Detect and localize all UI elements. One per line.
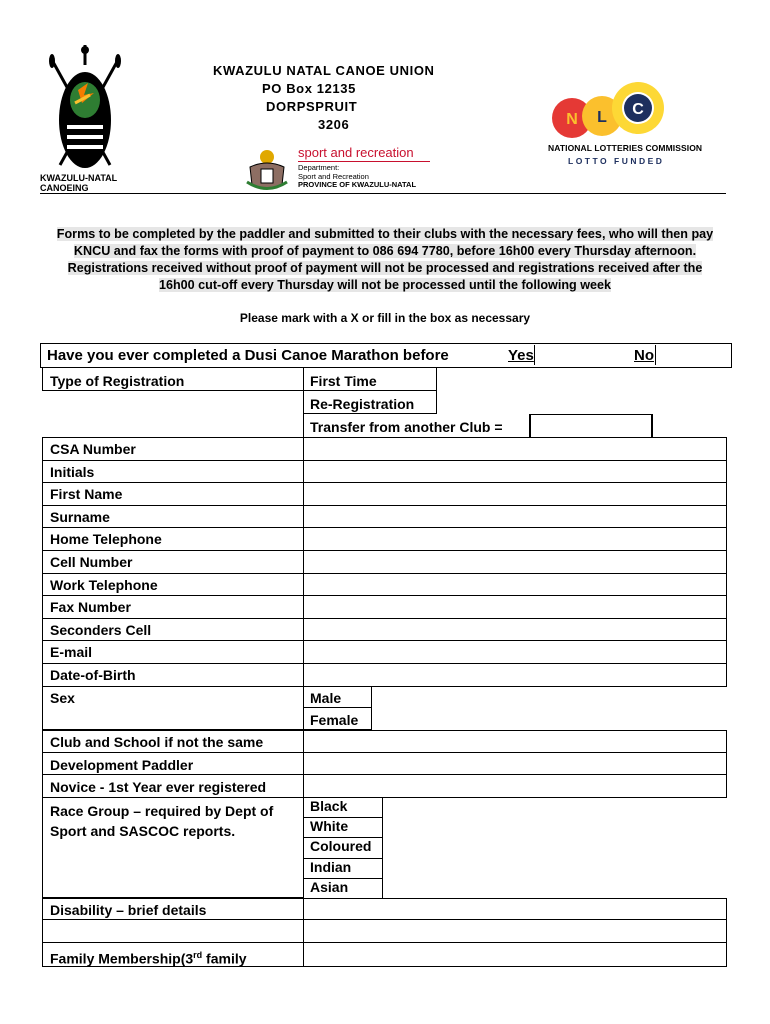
- field-input[interactable]: [303, 460, 727, 483]
- coat-of-arms-icon: [242, 147, 292, 192]
- reg-re-registration[interactable]: Re-Registration: [310, 396, 415, 412]
- field-input[interactable]: [303, 505, 727, 528]
- kzn-logo-caption: KWAZULU-NATAL CANOEING: [40, 173, 118, 193]
- field-label: Surname: [50, 509, 110, 525]
- no-option[interactable]: No: [634, 347, 654, 364]
- field-label: First Name: [50, 486, 123, 502]
- field-label: Home Telephone: [50, 531, 162, 547]
- family-membership-input[interactable]: [303, 943, 727, 967]
- field-label: Initials: [50, 464, 95, 480]
- reg-first-time[interactable]: First Time: [310, 373, 377, 389]
- nlc-logo: [545, 80, 680, 150]
- org-address: [170, 62, 510, 134]
- field-label: Date-of-Birth: [50, 667, 136, 683]
- postal-code: 3206: [318, 117, 350, 132]
- nlc-letter-n: N: [566, 111, 578, 128]
- sport-recreation-department: Department: Sport and Recreation PROVINCE OF KWAZULU-NATAL: [298, 163, 417, 189]
- shield-spears-icon: [40, 45, 130, 175]
- field-input[interactable]: [303, 573, 727, 596]
- sex-male[interactable]: Male: [310, 690, 342, 706]
- field-input[interactable]: [303, 482, 727, 506]
- disability-input[interactable]: [303, 898, 727, 920]
- field-input[interactable]: [303, 640, 727, 664]
- club-school-label: Club and School if not the same: [50, 734, 264, 750]
- development-input[interactable]: [303, 752, 727, 775]
- race-option[interactable]: White: [310, 818, 349, 834]
- nlc-letter-c: C: [632, 101, 644, 118]
- field-input[interactable]: [303, 527, 727, 551]
- field-label: Fax Number: [50, 599, 131, 615]
- nlc-circles-icon: [545, 80, 680, 142]
- city: DORPSPRUIT: [266, 99, 358, 114]
- instruction-line: KNCU and fax the forms with proof of payment to 086 694 7780, before 16h00 every Thursday afternoon.: [73, 244, 697, 258]
- nlc-tagline: LOTTO FUNDED: [568, 156, 665, 166]
- race-option[interactable]: Black: [310, 798, 348, 814]
- yes-option[interactable]: Yes: [508, 347, 534, 364]
- club-school-input[interactable]: [303, 730, 727, 753]
- instruction-line: Forms to be completed by the paddler and submitted to their clubs with the necessary fees, who will then pay: [56, 227, 714, 241]
- sex-female[interactable]: Female: [310, 712, 359, 728]
- family-membership-label: Family Membership(3rd family: [50, 950, 247, 967]
- disability-label: Disability – brief details: [50, 902, 207, 918]
- reg-transfer[interactable]: Transfer from another Club =: [310, 419, 503, 435]
- instruction-line: 16h00 cut-off every Thursday will not be processed until the following week: [158, 278, 612, 292]
- disability-extra-cell: [42, 920, 304, 943]
- type-registration-label: Type of Registration: [50, 373, 185, 389]
- po-box: PO Box 12135: [262, 81, 356, 96]
- field-input[interactable]: [303, 550, 727, 574]
- sa-coat-of-arms-logo: [242, 147, 292, 197]
- field-input[interactable]: [303, 437, 727, 461]
- org-name: KWAZULU NATAL CANOE UNION: [213, 63, 435, 78]
- race-option[interactable]: Indian: [310, 859, 352, 875]
- novice-label: Novice - 1st Year ever registered: [50, 779, 267, 795]
- instruction-line: Registrations received without proof of payment will not be processed and registrations received after the: [67, 261, 703, 275]
- nlc-name: NATIONAL LOTTERIES COMMISSION: [548, 143, 703, 153]
- sex-label: Sex: [50, 690, 75, 706]
- field-label: CSA Number: [50, 441, 136, 457]
- sport-recreation-title: sport and recreation: [298, 145, 414, 160]
- dusi-question: Have you ever completed a Dusi Canoe Marathon before: [47, 347, 449, 364]
- field-input[interactable]: [303, 595, 727, 619]
- field-label: E-mail: [50, 644, 93, 660]
- race-option[interactable]: Coloured: [310, 838, 372, 854]
- sex-cell: [42, 686, 304, 730]
- field-label: Seconders Cell: [50, 622, 152, 638]
- header-divider: [40, 193, 726, 194]
- race-option[interactable]: Asian: [310, 879, 349, 895]
- sport-recreation-rule: [298, 161, 430, 162]
- instructions: [40, 226, 730, 294]
- nlc-letter-l: L: [597, 109, 607, 126]
- race-group-label: Race Group – required by Dept of Sport and SASCOC reports.: [50, 803, 274, 839]
- field-label: Work Telephone: [50, 577, 158, 593]
- field-input[interactable]: [303, 618, 727, 641]
- development-label: Development Paddler: [50, 757, 194, 773]
- mark-note: Please mark with a X or fill in the box as necessary: [239, 311, 531, 325]
- transfer-club-input[interactable]: [530, 414, 653, 438]
- field-input[interactable]: [303, 663, 727, 687]
- disability-extra-input[interactable]: [303, 920, 727, 943]
- novice-input[interactable]: [303, 775, 727, 798]
- field-label: Cell Number: [50, 554, 133, 570]
